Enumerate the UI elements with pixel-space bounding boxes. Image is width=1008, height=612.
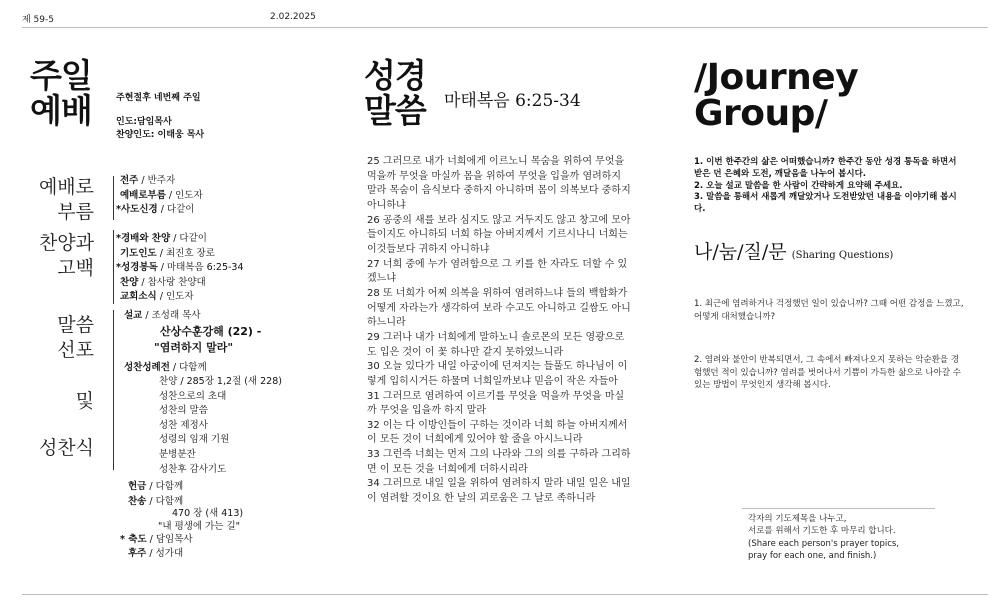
section-call-to-worship	[39, 175, 94, 225]
communion-line: 성찬성례전 / 다함께	[124, 362, 207, 373]
journey-group-title	[694, 57, 859, 134]
journey-title-line2: Group/	[694, 93, 828, 134]
list-item: 2. 오늘 설교 말씀을 한 사람이 간략하게 요약해 주세요.	[694, 180, 903, 191]
call-list	[116, 174, 203, 218]
issue-number: 제 59-5	[22, 15, 54, 25]
verse: 33 그런즉 너희는 먼저 그의 나라와 그의 의를 구하라 그리하면 이 모든 것을 너희에게 더하시리라	[367, 449, 631, 475]
section-praise-line1: 찬양과	[38, 232, 94, 254]
worship-title-line1: 주일	[30, 56, 92, 95]
sharing-title: 나/눔/질/문	[694, 241, 787, 263]
closing-list	[128, 480, 183, 509]
worship-title-line2: 예배	[30, 91, 92, 130]
scripture-text	[367, 155, 632, 507]
sharing-question-1: 1. 최근에 염려하거나 걱정했던 일이 있습니까? 그때 어떤 감정을 느꼈고, 어떻게 대처했습니까?	[694, 299, 964, 322]
sharing-question-2: 2. 염려와 불안이 반복되면서, 그 속에서 빠져나오지 못하는 악순환을 경험했던 적이 있습니까? 염려를 벗어나서 기쁨이 가득한 삶으로 나아갈 수 있는 방법이 무엇인지 생각해 봅시다.	[694, 355, 961, 390]
section-word-proclamation	[57, 313, 94, 363]
prayer-line: pray for each one, and finish.)	[748, 551, 877, 562]
list-item: 찬송 / 다함께	[128, 495, 184, 507]
scripture-reference: 마태복음 6:25-34	[444, 91, 581, 111]
sermon-title	[154, 324, 261, 356]
journey-questions	[694, 157, 964, 216]
prayer-line: 각자의 기도제목을 나누고,	[748, 514, 847, 524]
section-call-line1: 예배로	[38, 176, 94, 198]
sermon-title-line1: 산상수훈강해 (22) -	[160, 325, 262, 338]
section-and: 및	[75, 390, 94, 412]
list-item: 분병분잔	[159, 448, 196, 460]
verse: 25 그러므로 내가 너희에게 이르노니 목숨을 위하여 무엇을 먹을까 무엇을 마실까 몸을 위하여 무엇을 입을까 염려하지 말라 목숨이 음식보다 중하지 아니하며 몸이 의복보다 중하지 아니하냐	[367, 156, 631, 211]
divider-bar-call	[113, 176, 114, 220]
prayer-line: 서로를 위해서 기도한 후 마무리 합니다.	[748, 526, 896, 537]
scripture-title	[364, 58, 426, 128]
section-word-line2: 선포	[57, 339, 94, 361]
scripture-title-line2: 말씀	[364, 91, 426, 130]
verse: 28 또 너희가 어찌 의복을 위하여 염려하느냐 들의 백합화가 어떻게 자라는가 생각하여 보라 수고도 아니하고 길쌈도 아니하느니라	[367, 287, 631, 329]
section-communion: 성찬식	[38, 437, 94, 459]
sharing-heading	[694, 237, 893, 264]
scripture-title-line1: 성경	[364, 56, 426, 95]
praise-list	[116, 232, 244, 305]
section-praise-line2: 고백	[57, 257, 94, 279]
service-leader: 인도:담임목사	[116, 117, 172, 127]
list-item: 기도인도 / 최진호 장로	[120, 247, 215, 259]
prayer-divider	[742, 508, 935, 509]
bulletin-date: 2.02.2025	[270, 12, 316, 22]
list-item: *성경봉독 / 마태복음 6:25-34	[116, 262, 244, 274]
journey-title-line1: /Journey	[694, 57, 859, 98]
list-item: 헌금 / 다함께	[128, 481, 184, 492]
postlude-line: 후주 / 성가대	[128, 548, 184, 559]
sermon-line: 설교 / 조성래 목사	[124, 310, 201, 321]
list-item: *사도신경 / 다같이	[116, 204, 195, 216]
verse: 30 오늘 있다가 내일 아궁이에 던져지는 들풀도 하나님이 이렇게 입히시거든 하물며 너희일까보냐 믿음이 작은 자들아	[367, 361, 628, 387]
section-call-line2: 부름	[57, 201, 94, 223]
list-item: 성찬의 말씀	[159, 405, 208, 417]
bottom-divider	[22, 594, 988, 595]
list-item: 성찬 제정사	[159, 419, 208, 431]
list-item: 1. 이번 한주간의 삶은 어떠했습니까? 한주간 동안 성경 통독을 하면서 받은 던 은혜와 도전, 깨달음을 나누어 봅시다.	[694, 157, 957, 179]
top-divider	[22, 27, 988, 28]
list-item: 전주 / 반주자	[120, 175, 176, 186]
list-item: 3. 말씀을 통해서 새롭게 깨달았거나 도전받았던 내용을 이야기해 봅시다.	[694, 192, 957, 215]
verse: 29 그러나 내가 너희에게 말하노니 솔로몬의 모든 영광으로도 입은 것이 이 꽃 하나만 같지 못하였느니라	[367, 331, 625, 358]
verse: 27 너희 중에 누가 염려함으로 그 키를 한 자라도 더할 수 있겠느냐	[367, 258, 628, 285]
benediction-line: * 축도 / 담임목사	[120, 534, 193, 545]
leader-info	[116, 116, 204, 142]
sharing-subtitle: (Sharing Questions)	[791, 250, 894, 261]
list-item: 성찬으로의 초대	[159, 390, 227, 402]
verse: 31 그러므로 염려하여 이르기를 무엇을 먹을까 무엇을 마실까 무엇을 입을까 하지 말라	[367, 390, 625, 417]
sermon-title-line2: "염려하지 말라"	[154, 341, 234, 354]
list-item: *경배와 찬양 / 다같이	[116, 233, 207, 244]
list-item: 찬양 / 285장 1,2절 (새 228)	[159, 376, 282, 387]
divider-bar-praise	[113, 230, 114, 304]
verse: 26 공중의 새를 보라 심지도 않고 거두지도 않고 창고에 모아들이지도 아니하되 너희 하늘 아버지께서 기르시나니 너희는 이것들보다 귀하지 아니하냐	[367, 214, 631, 255]
worship-title	[30, 58, 92, 128]
list-item: 성찬후 감사기도	[159, 463, 227, 475]
liturgical-week: 주현절후 네번째 주일	[116, 93, 201, 103]
list-item: 교회소식 / 인도자	[120, 291, 194, 303]
praise-leader: 찬양인도: 이태웅 목사	[116, 130, 205, 140]
prayer-instructions	[748, 513, 938, 563]
verse: 32 이는 다 이방인들이 구하는 것이라 너희 하늘 아버지께서 이 모든 것이 너희에게 있어야 할 줄을 아시느니라	[367, 419, 628, 446]
communion-items	[159, 375, 282, 477]
section-praise-confession	[39, 231, 94, 281]
verse: 34 그러므로 내일 일을 위하여 염려하지 말라 내일 일은 내일이 염려할 것이요 한 날의 괴로움은 그 날로 족하니라	[367, 478, 631, 505]
closing-hymn-number: 470 장 (새 413)	[172, 508, 244, 519]
divider-bar-word	[113, 310, 114, 470]
prayer-line: (Share each person's prayer topics,	[748, 538, 899, 549]
list-item: 찬양 / 참사랑 찬양대	[120, 276, 206, 288]
list-item: 예배로부름 / 인도자	[120, 189, 203, 201]
list-item: 성령의 임재 기원	[159, 434, 230, 446]
section-word-line1: 말씀	[57, 314, 94, 336]
closing-hymn-title: "내 평생에 가는 길"	[158, 521, 241, 532]
